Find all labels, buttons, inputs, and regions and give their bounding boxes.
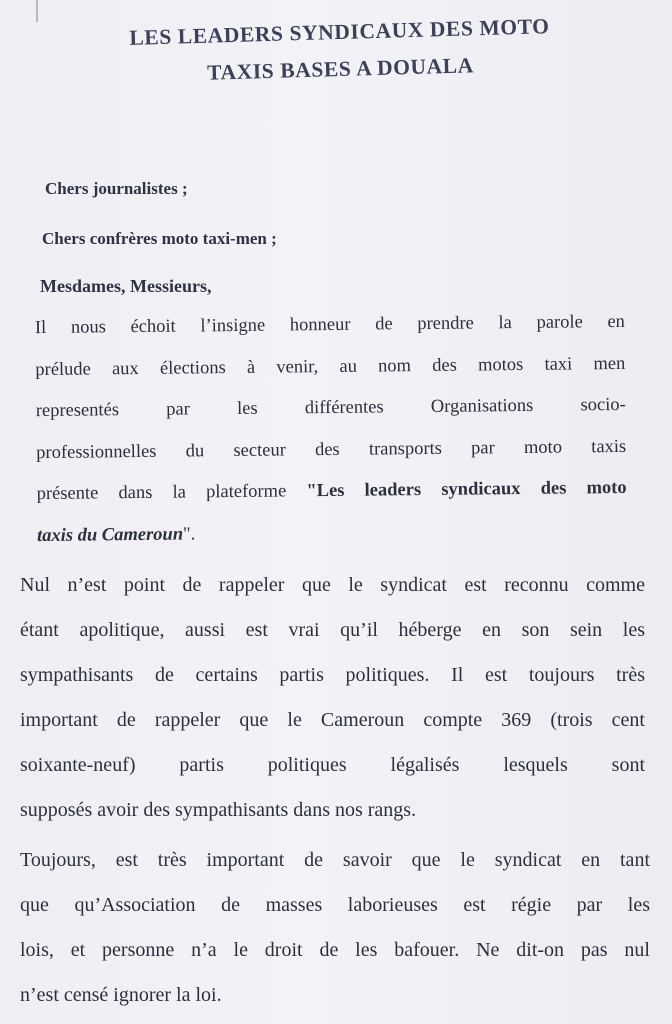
salutation-journalists: Chers journalistes ; <box>45 179 188 198</box>
paragraph-line: Il nous échoit l’insigne honneur de prendre la parole en <box>34 311 625 339</box>
paragraph-line: professionnelles du secteur des transports par moto taxis <box>36 436 627 463</box>
paragraph-line: sympathisants de certains partis politiques. Il est toujours très <box>20 664 645 686</box>
paragraph-line: representés par les différentes Organisations socio- <box>35 394 626 422</box>
paragraph-line: lois, et personne n’a le droit de les bafouer. Ne dit-on pas nul <box>20 939 650 961</box>
paragraph-apolitical <box>20 563 645 833</box>
document-title <box>59 6 621 96</box>
paragraph-line: soixante-neuf) partis politiques légalisés lesquels sont <box>20 754 645 776</box>
platform-name-bolditalic: taxis du Cameroun <box>36 524 184 546</box>
paragraph-line: Nul n’est point de rappeler que le syndicat est reconnu comme <box>20 574 645 596</box>
title-line-1: LES LEADERS SYNDICAUX DES MOTO <box>129 14 550 50</box>
paragraph-line: n’est censé ignorer la loi. <box>20 984 222 1006</box>
paragraph-line: important de rappeler que le Cameroun compte 369 (trois cent <box>20 709 645 731</box>
paragraph-line: que qu’Association de masses laborieuses est régie par les <box>20 894 650 916</box>
plain-text: ". <box>182 523 196 545</box>
paragraph-law <box>20 838 650 1018</box>
paragraph-line: supposés avoir des sympathisants dans nos rangs. <box>20 799 417 821</box>
paragraph-intro <box>35 302 628 557</box>
plain-text: présente dans la plateforme <box>36 481 307 505</box>
title-line-2: TAXIS BASES A DOUALA <box>206 53 475 85</box>
paragraph-line: Toujours, est très important de savoir que le syndicat en tant <box>20 849 650 871</box>
paragraph-line <box>36 468 626 516</box>
paragraph-line: prélude aux élections à venir, au nom des motos taxi men <box>35 353 626 380</box>
paragraph-line <box>37 509 627 557</box>
margin-mark <box>36 0 38 22</box>
salutation-ladies-gentlemen: Mesdames, Messieurs, <box>40 276 212 296</box>
platform-name-bold: "Les leaders syndicaux des moto <box>306 477 627 502</box>
paragraph-line: étant apolitique, aussi est vrai qu’il héberge en son sein les <box>20 619 645 641</box>
salutation-colleagues: Chers confrères moto taxi-men ; <box>42 229 277 248</box>
